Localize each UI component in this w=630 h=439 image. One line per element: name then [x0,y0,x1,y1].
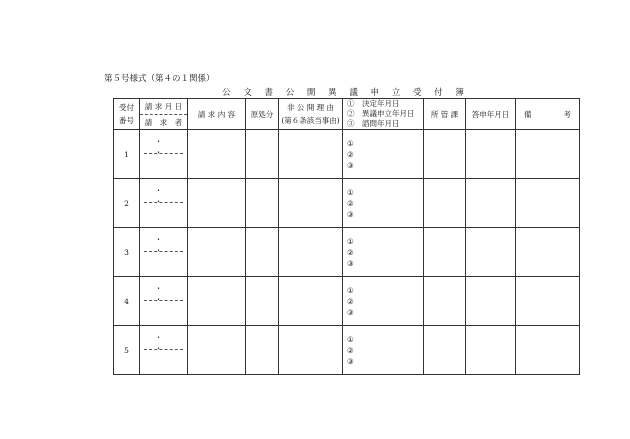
dates-cell[interactable] [343,277,424,326]
circle-one: ① [347,236,354,246]
header-row [114,99,580,130]
date-dots: ・ ・ [154,137,173,157]
header-nondisclosure-reason-line2: (第６条該当事由) [281,116,340,125]
report-date-cell[interactable] [466,179,516,228]
dates-cell[interactable] [343,326,424,375]
header-request-date: 請 求 月 日 [140,99,187,115]
header-date-inquiry: ③ 諮問年月日 [347,119,400,128]
request-content-cell[interactable] [188,228,246,277]
request-date-cell[interactable] [140,326,188,375]
header-original-decision: 原処分 [246,99,279,130]
circle-three: ③ [347,209,354,219]
date-divider [144,349,183,350]
header-dates [343,99,424,130]
header-request-content: 請 求 内 容 [188,99,246,130]
table-row [114,326,580,375]
row-number: 4 [114,277,140,326]
request-content-cell[interactable] [188,277,246,326]
request-date-cell[interactable] [140,130,188,179]
header-receipt-number-line2: 番号 [119,116,134,125]
nondisclosure-reason-cell[interactable] [279,228,343,277]
report-date-cell[interactable] [466,130,516,179]
circle-one: ① [347,187,354,197]
date-divider [144,202,183,203]
nondisclosure-reason-cell[interactable] [279,179,343,228]
report-date-cell[interactable] [466,228,516,277]
header-date-decision: ① 決定年月日 [347,99,400,108]
request-content-cell[interactable] [188,326,246,375]
date-dots: ・ ・ [154,284,173,304]
remarks-cell[interactable] [516,277,580,326]
request-date-cell[interactable] [140,228,188,277]
original-decision-cell[interactable] [246,277,279,326]
header-receipt-number [114,99,140,130]
table-row [114,277,580,326]
circle-two: ② [347,296,354,306]
header-date-objection: ② 異議申立年月日 [347,109,415,118]
form-number-label: 第５号様式（第４の１関係） [104,74,215,84]
date-divider [144,251,183,252]
dates-cell[interactable] [343,228,424,277]
department-cell[interactable] [424,326,466,375]
original-decision-cell[interactable] [246,228,279,277]
original-decision-cell[interactable] [246,130,279,179]
register-title: 公 文 書 公 開 異 議 申 立 受 付 簿 [222,88,469,98]
table-row [114,130,580,179]
department-cell[interactable] [424,179,466,228]
remarks-cell[interactable] [516,179,580,228]
remarks-cell[interactable] [516,326,580,375]
circle-two: ② [347,247,354,257]
header-nondisclosure-reason-line1: 非 公 開 理 由 [286,103,335,112]
objection-register-table [113,98,580,375]
report-date-cell[interactable] [466,277,516,326]
row-number: 2 [114,179,140,228]
header-request-date-requester [140,99,188,130]
department-cell[interactable] [424,277,466,326]
circle-two: ② [347,149,354,159]
original-decision-cell[interactable] [246,179,279,228]
request-content-cell[interactable] [188,130,246,179]
date-dots: ・ ・ [154,235,173,255]
remarks-cell[interactable] [516,130,580,179]
circle-one: ① [347,138,354,148]
header-department: 所 管 課 [424,99,466,130]
date-dots: ・ ・ [154,333,173,353]
circle-two: ② [347,198,354,208]
circle-one: ① [347,285,354,295]
circle-one: ① [347,334,354,344]
request-date-cell[interactable] [140,179,188,228]
report-date-cell[interactable] [466,326,516,375]
dates-cell[interactable] [343,179,424,228]
header-remarks [516,99,580,130]
header-report-date: 答申年月日 [466,99,516,130]
circle-three: ③ [347,356,354,366]
request-date-cell[interactable] [140,277,188,326]
header-remarks-right: 考 [563,109,571,119]
header-nondisclosure-reason [279,99,343,130]
header-receipt-number-line1: 受付 [119,103,134,112]
row-number: 1 [114,130,140,179]
date-dots: ・ ・ [154,186,173,206]
circle-three: ③ [347,258,354,268]
dates-cell[interactable] [343,130,424,179]
department-cell[interactable] [424,130,466,179]
date-divider [144,153,183,154]
table-row [114,179,580,228]
table-row [114,228,580,277]
remarks-cell[interactable] [516,228,580,277]
circle-three: ③ [347,307,354,317]
circle-three: ③ [347,160,354,170]
request-content-cell[interactable] [188,179,246,228]
row-number: 3 [114,228,140,277]
nondisclosure-reason-cell[interactable] [279,130,343,179]
header-remarks-left: 備 [524,109,532,119]
nondisclosure-reason-cell[interactable] [279,277,343,326]
circle-two: ② [347,345,354,355]
header-requester: 請 求 者 [144,117,183,127]
department-cell[interactable] [424,228,466,277]
original-decision-cell[interactable] [246,326,279,375]
date-divider [144,300,183,301]
row-number: 5 [114,326,140,375]
nondisclosure-reason-cell[interactable] [279,326,343,375]
